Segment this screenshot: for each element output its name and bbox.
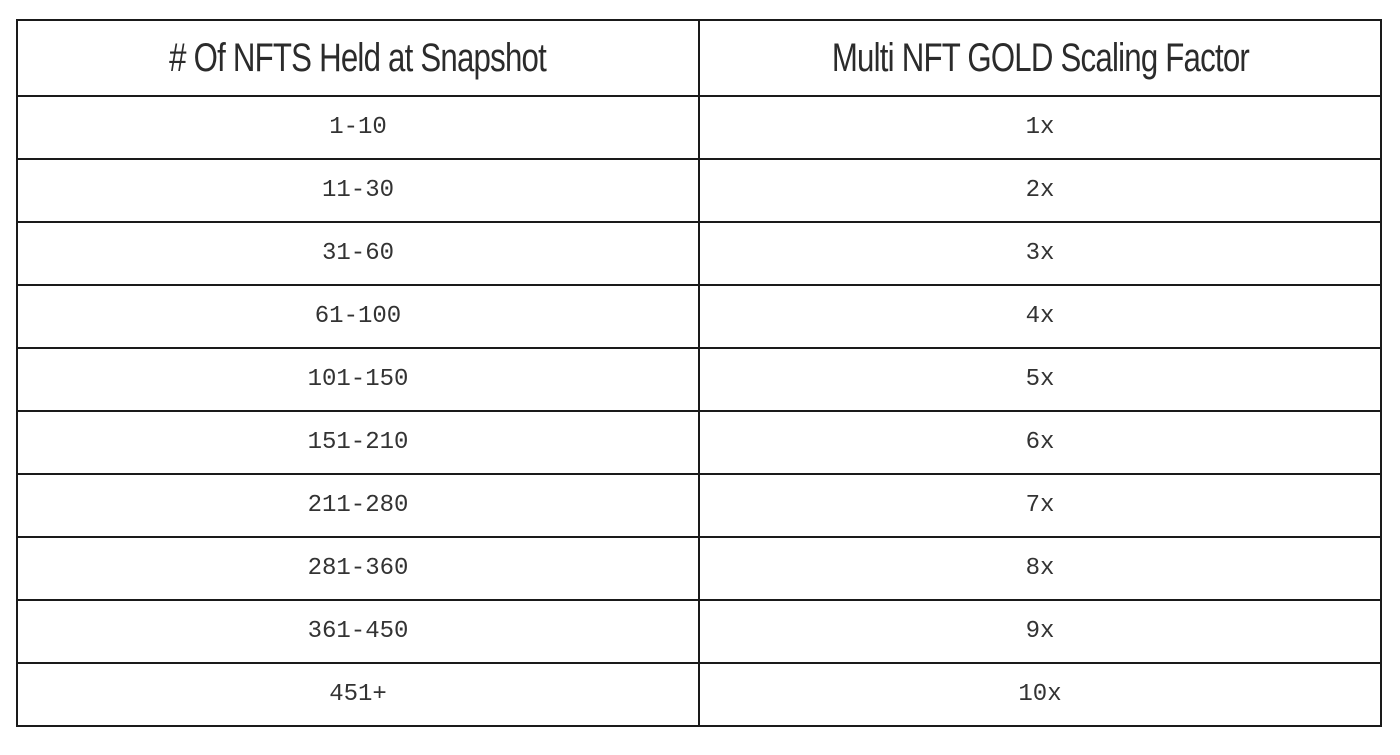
scaling-factor-cell: 10x bbox=[699, 663, 1381, 726]
scaling-factor-cell: 5x bbox=[699, 348, 1381, 411]
nfts-held-cell: 61-100 bbox=[17, 285, 699, 348]
table-row bbox=[17, 222, 1381, 285]
table-row bbox=[17, 600, 1381, 663]
table-row bbox=[17, 285, 1381, 348]
header-scaling-factor bbox=[699, 20, 1381, 96]
nfts-held-cell: 31-60 bbox=[17, 222, 699, 285]
header-scaling-factor-label: Multi NFT GOLD Scaling Factor bbox=[831, 35, 1249, 80]
table-row bbox=[17, 348, 1381, 411]
table-row bbox=[17, 663, 1381, 726]
table-row bbox=[17, 474, 1381, 537]
nfts-held-cell: 451+ bbox=[17, 663, 699, 726]
scaling-factor-cell: 3x bbox=[699, 222, 1381, 285]
scaling-factor-cell: 2x bbox=[699, 159, 1381, 222]
header-nfts-held-label: # Of NFTS Held at Snapshot bbox=[169, 35, 547, 80]
scaling-factor-cell: 1x bbox=[699, 96, 1381, 159]
nfts-held-cell: 361-450 bbox=[17, 600, 699, 663]
table-header-row bbox=[17, 20, 1381, 96]
table-row bbox=[17, 159, 1381, 222]
scaling-factor-cell: 9x bbox=[699, 600, 1381, 663]
nfts-held-cell: 11-30 bbox=[17, 159, 699, 222]
header-nfts-held bbox=[17, 20, 699, 96]
nfts-held-cell: 151-210 bbox=[17, 411, 699, 474]
scaling-factor-cell: 4x bbox=[699, 285, 1381, 348]
nfts-held-cell: 281-360 bbox=[17, 537, 699, 600]
scaling-factor-cell: 6x bbox=[699, 411, 1381, 474]
nfts-held-cell: 101-150 bbox=[17, 348, 699, 411]
scaling-factor-cell: 7x bbox=[699, 474, 1381, 537]
table-row bbox=[17, 411, 1381, 474]
scaling-table-container bbox=[16, 19, 1380, 732]
scaling-factor-cell: 8x bbox=[699, 537, 1381, 600]
scaling-factor-table bbox=[16, 19, 1382, 727]
nfts-held-cell: 211-280 bbox=[17, 474, 699, 537]
table-row bbox=[17, 537, 1381, 600]
nfts-held-cell: 1-10 bbox=[17, 96, 699, 159]
table-row bbox=[17, 96, 1381, 159]
